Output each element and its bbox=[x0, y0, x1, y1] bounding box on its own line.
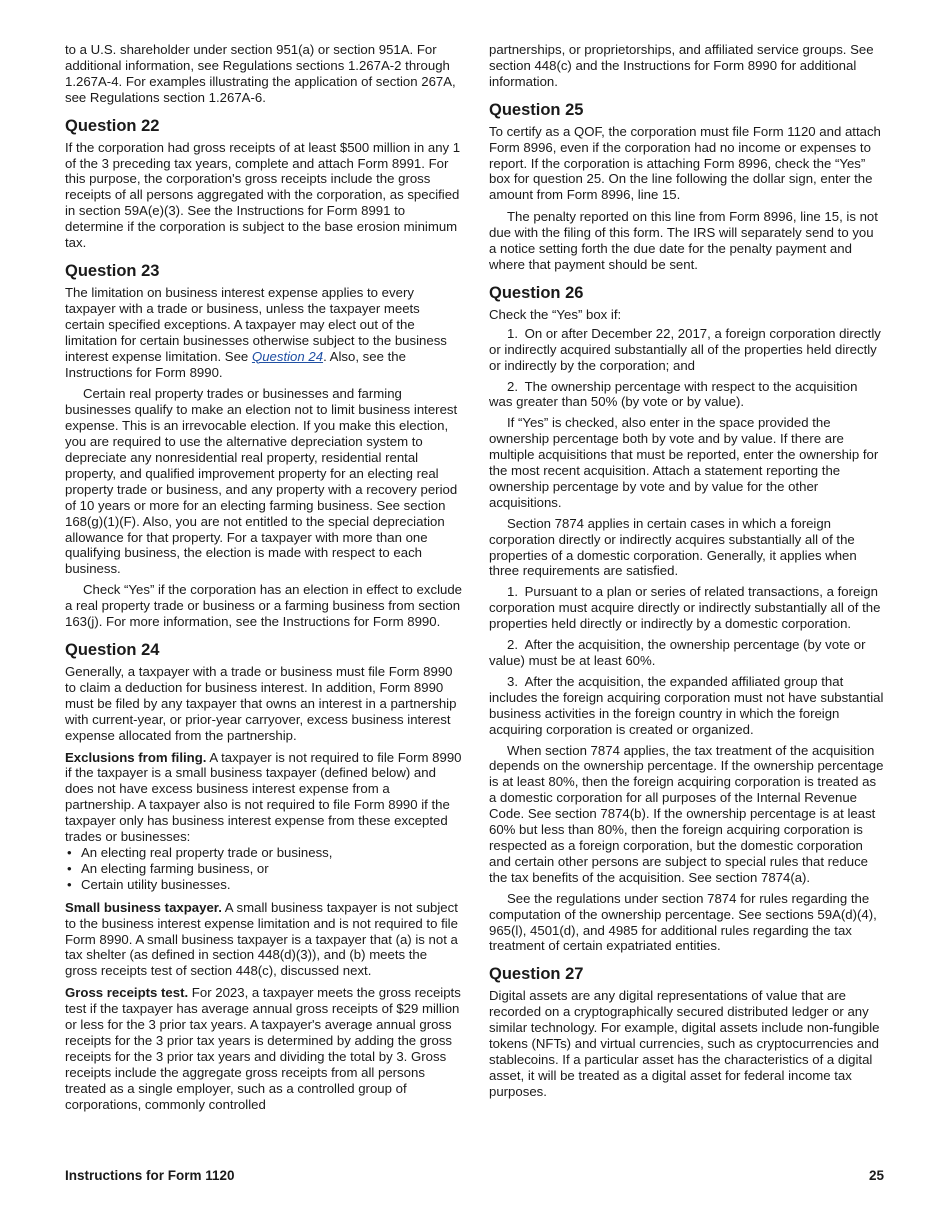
requirement-3: 3. After the acquisition, the expanded affiliated group that includes the foreign acquiring corporation must not have substantial business activities in the foreign country in which the foreign acquiring corporation is created or organized. bbox=[489, 673, 884, 737]
page-number: 25 bbox=[868, 1168, 884, 1183]
question-26-item-1: 1. On or after December 22, 2017, a foreign corporation directly or indirectly acquired substantially all of the properties held directly or indirectly by the corporation; and bbox=[489, 325, 881, 373]
question-25-paragraph-2: The penalty reported on this line from Form 8996, line 15, is not due with the filing of this form. The IRS will separately send to you a notice setting forth the due date for the penalty payment and where that payment should be sent. bbox=[489, 209, 878, 272]
question-23-text-b: . Also, see the Instructions for Form 8990. bbox=[65, 348, 406, 380]
requirement-1: 1. Pursuant to a plan or series of related transactions, a foreign corporation must acquire directly or indirectly substantially all of the properties held directly or indirectly by a domestic corporation. bbox=[489, 584, 881, 632]
question-27-paragraph: Digital assets are any digital representations of value that are recorded on a cryptographically secured distributed ledger or any similar technology. For example, digital assets include non-fungible tokens (NFTs) and virtual currencies, such as cryptocurrencies and stablecoins. If a particular asset has the characteristics of a digital asset, it will be treated as a digital asset for federal income tax purposes. bbox=[489, 988, 880, 1099]
question-23-paragraph-1 bbox=[65, 285, 462, 380]
question-26-item-2: 2. The ownership percentage with respect to the acquisition was greater than 50% (by vote or by value). bbox=[489, 378, 858, 410]
excepted-businesses-list bbox=[65, 845, 462, 893]
list-item: • Certain utility businesses. bbox=[65, 877, 462, 893]
question-25-heading: Question 25 bbox=[489, 100, 584, 119]
right-column bbox=[489, 42, 884, 1106]
question-26-paragraph-1: If “Yes” is checked, also enter in the space provided the ownership percentage both by vote and by value. If there are multiple acquisitions that must be reported, enter the ownership for the most recent acquisition. Attach a statement reporting the ownership percentage by vote and by value for the other acquisitions. bbox=[489, 415, 879, 510]
question-23-heading: Question 23 bbox=[65, 261, 160, 280]
question-26-intro: Check the “Yes” box if: bbox=[489, 306, 622, 322]
exclusions-paragraph bbox=[65, 750, 462, 845]
question-22-paragraph: If the corporation had gross receipts of at least $500 million in any 1 of the 3 preceding tax years, complete and attach Form 8991. For this purpose, the corporation's gross receipts include the gross receipts of all persons aggregated with the corporation, as specified in section 59A(e)(3). See the Instructions for Form 8991 to determine if the corporation is subject to the base erosion minimum tax. bbox=[65, 139, 461, 251]
question-26-paragraph-3: When section 7874 applies, the tax treatment of the acquisition depends on the ownership percentage. If the ownership percentage is at least 80%, then the foreign acquiring corporation is treated as a domestic corporation for all purposes of the Internal Revenue Code. See section 7874(b). If the ownership percentage is at least 60% but less than 80%, then the foreign acquiring corporation is respected as a foreign corporation, but the domestic corporation and certain other persons are subject to special rules that reduce the tax benefits of the acquisition. See section 7874(a). bbox=[489, 742, 884, 885]
question-23-paragraph-2: Certain real property trades or businesses and farming businesses qualify to make an election not to limit business interest expense. This is an irrevocable election. If you make this election, you are required to use the alternative depreciation system to depreciate any nonresidential real property, residential rental property, and qualified improvement property for an electing real property trade or business, and any property with a recovery period of 10 years or more for an electing farming business. See section 168(g)(1)(F). Also, you are not entitled to the special depreciation allowance for that property. For a taxpayer with more than one qualifying business, the election is made with respect to each business. bbox=[65, 386, 458, 577]
continued-paragraph: partnerships, or proprietorships, and affiliated service groups. See section 448(c) and the Instructions for Form 8990 for additional information. bbox=[489, 42, 874, 89]
question-24-heading: Question 24 bbox=[65, 641, 160, 659]
question-24-link[interactable]: Question 24 bbox=[251, 348, 324, 364]
question-26-paragraph-4: See the regulations under section 7874 for rules regarding the computation of the ownership percentage. See sections 59A(d)(4), 965(l), 4501(d), and 4985 for additional rules regarding the tax treatment of certain expatriated entities. bbox=[489, 890, 877, 954]
question-22-heading: Question 22 bbox=[65, 116, 160, 135]
continued-paragraph: to a U.S. shareholder under section 951(a) or section 951A. For additional information, see Regulations sections 1.267A-2 through 1.267A-4. For examples illustrating the application of section 267A, see Regulations section 1.267A-6. bbox=[65, 42, 456, 105]
question-27-heading: Question 27 bbox=[489, 965, 584, 984]
question-26-paragraph-2: Section 7874 applies in certain cases in which a foreign corporation directly or indirectly acquires substantially all of the properties of a domestic corporation. Generally, it applies when three requirements are satisfied. bbox=[489, 515, 857, 579]
list-item: • An electing farming business, or bbox=[65, 861, 462, 877]
question-26-heading: Question 26 bbox=[489, 283, 584, 302]
question-25-paragraph-1: To certify as a QOF, the corporation must file Form 1120 and attach Form 8996, even if the corporation had no income or expenses to report. If the corporation is attaching Form 8996, check the “Yes” box for question 25. On the line following the dollar sign, enter the amount from Form 8996, line 15. bbox=[489, 123, 881, 203]
requirement-2: 2. After the acquisition, the ownership percentage (by vote or value) must be at least 60%. bbox=[489, 637, 866, 668]
footer-form-title: Instructions for Form 1120 bbox=[65, 1168, 235, 1183]
list-item: • An electing real property trade or business, bbox=[65, 845, 462, 861]
left-column bbox=[65, 42, 462, 1118]
question-23-text-a: The limitation on business interest expense applies to every taxpayer with a trade or business, unless the taxpayer meets certain specified exceptions. A taxpayer may elect out of the limitation for certain businesses otherwise subject to the business interest expense limitation. See bbox=[65, 284, 447, 364]
gross-receipts-run-in-heading: Gross receipts test. bbox=[65, 985, 189, 1001]
gross-receipts-body: For 2023, a taxpayer meets the gross receipts test if the taxpayer has average annual gross receipts of $29 million or less for the 3 prior tax years. A taxpayer's average annual gross receipts for the 3 prior tax years is determined by adding the gross receipts for the 3 prior tax years and dividing the total by 3. Gross receipts include the aggregate gross receipts from all persons treated as a single employer, such as a controlled group of corporations, commonly controlled bbox=[65, 985, 461, 1112]
small-business-body: A small business taxpayer is not subject to the business interest expense limitation and is not required to file Form 8990. A small business taxpayer is a taxpayer that (a) is not a tax shelter (as defined in section 448(d)(3)), and (b) meets the gross receipts test of section 448(c), discussed next. bbox=[65, 899, 458, 979]
exclusions-run-in-heading: Exclusions from filing. bbox=[65, 749, 207, 765]
exclusions-body: A taxpayer is not required to file Form 8990 if the taxpayer is a small business taxpayer (defined below) and does not have excess business interest expense from a partnership. A taxpayer also is not required to file Form 8990 if the taxpayer only has business interest expense from these excepted trades or businesses: bbox=[65, 749, 462, 845]
small-business-run-in-heading: Small business taxpayer. bbox=[65, 899, 222, 915]
gross-receipts-paragraph bbox=[65, 985, 462, 1112]
question-24-paragraph: Generally, a taxpayer with a trade or business must file Form 8990 to claim a deduction for business interest. In addition, Form 8990 must be filed by any taxpayer that owns an interest in a partnership with current-year, or prior-year carryover, excess business interest expense allocated from the partnership. bbox=[65, 664, 457, 743]
question-23-paragraph-3: Check “Yes” if the corporation has an election in effect to exclude a real property trade or business or a farming business from section 163(j). For more information, see the Instructions for Form 8990. bbox=[65, 582, 462, 630]
small-business-paragraph bbox=[65, 900, 462, 980]
